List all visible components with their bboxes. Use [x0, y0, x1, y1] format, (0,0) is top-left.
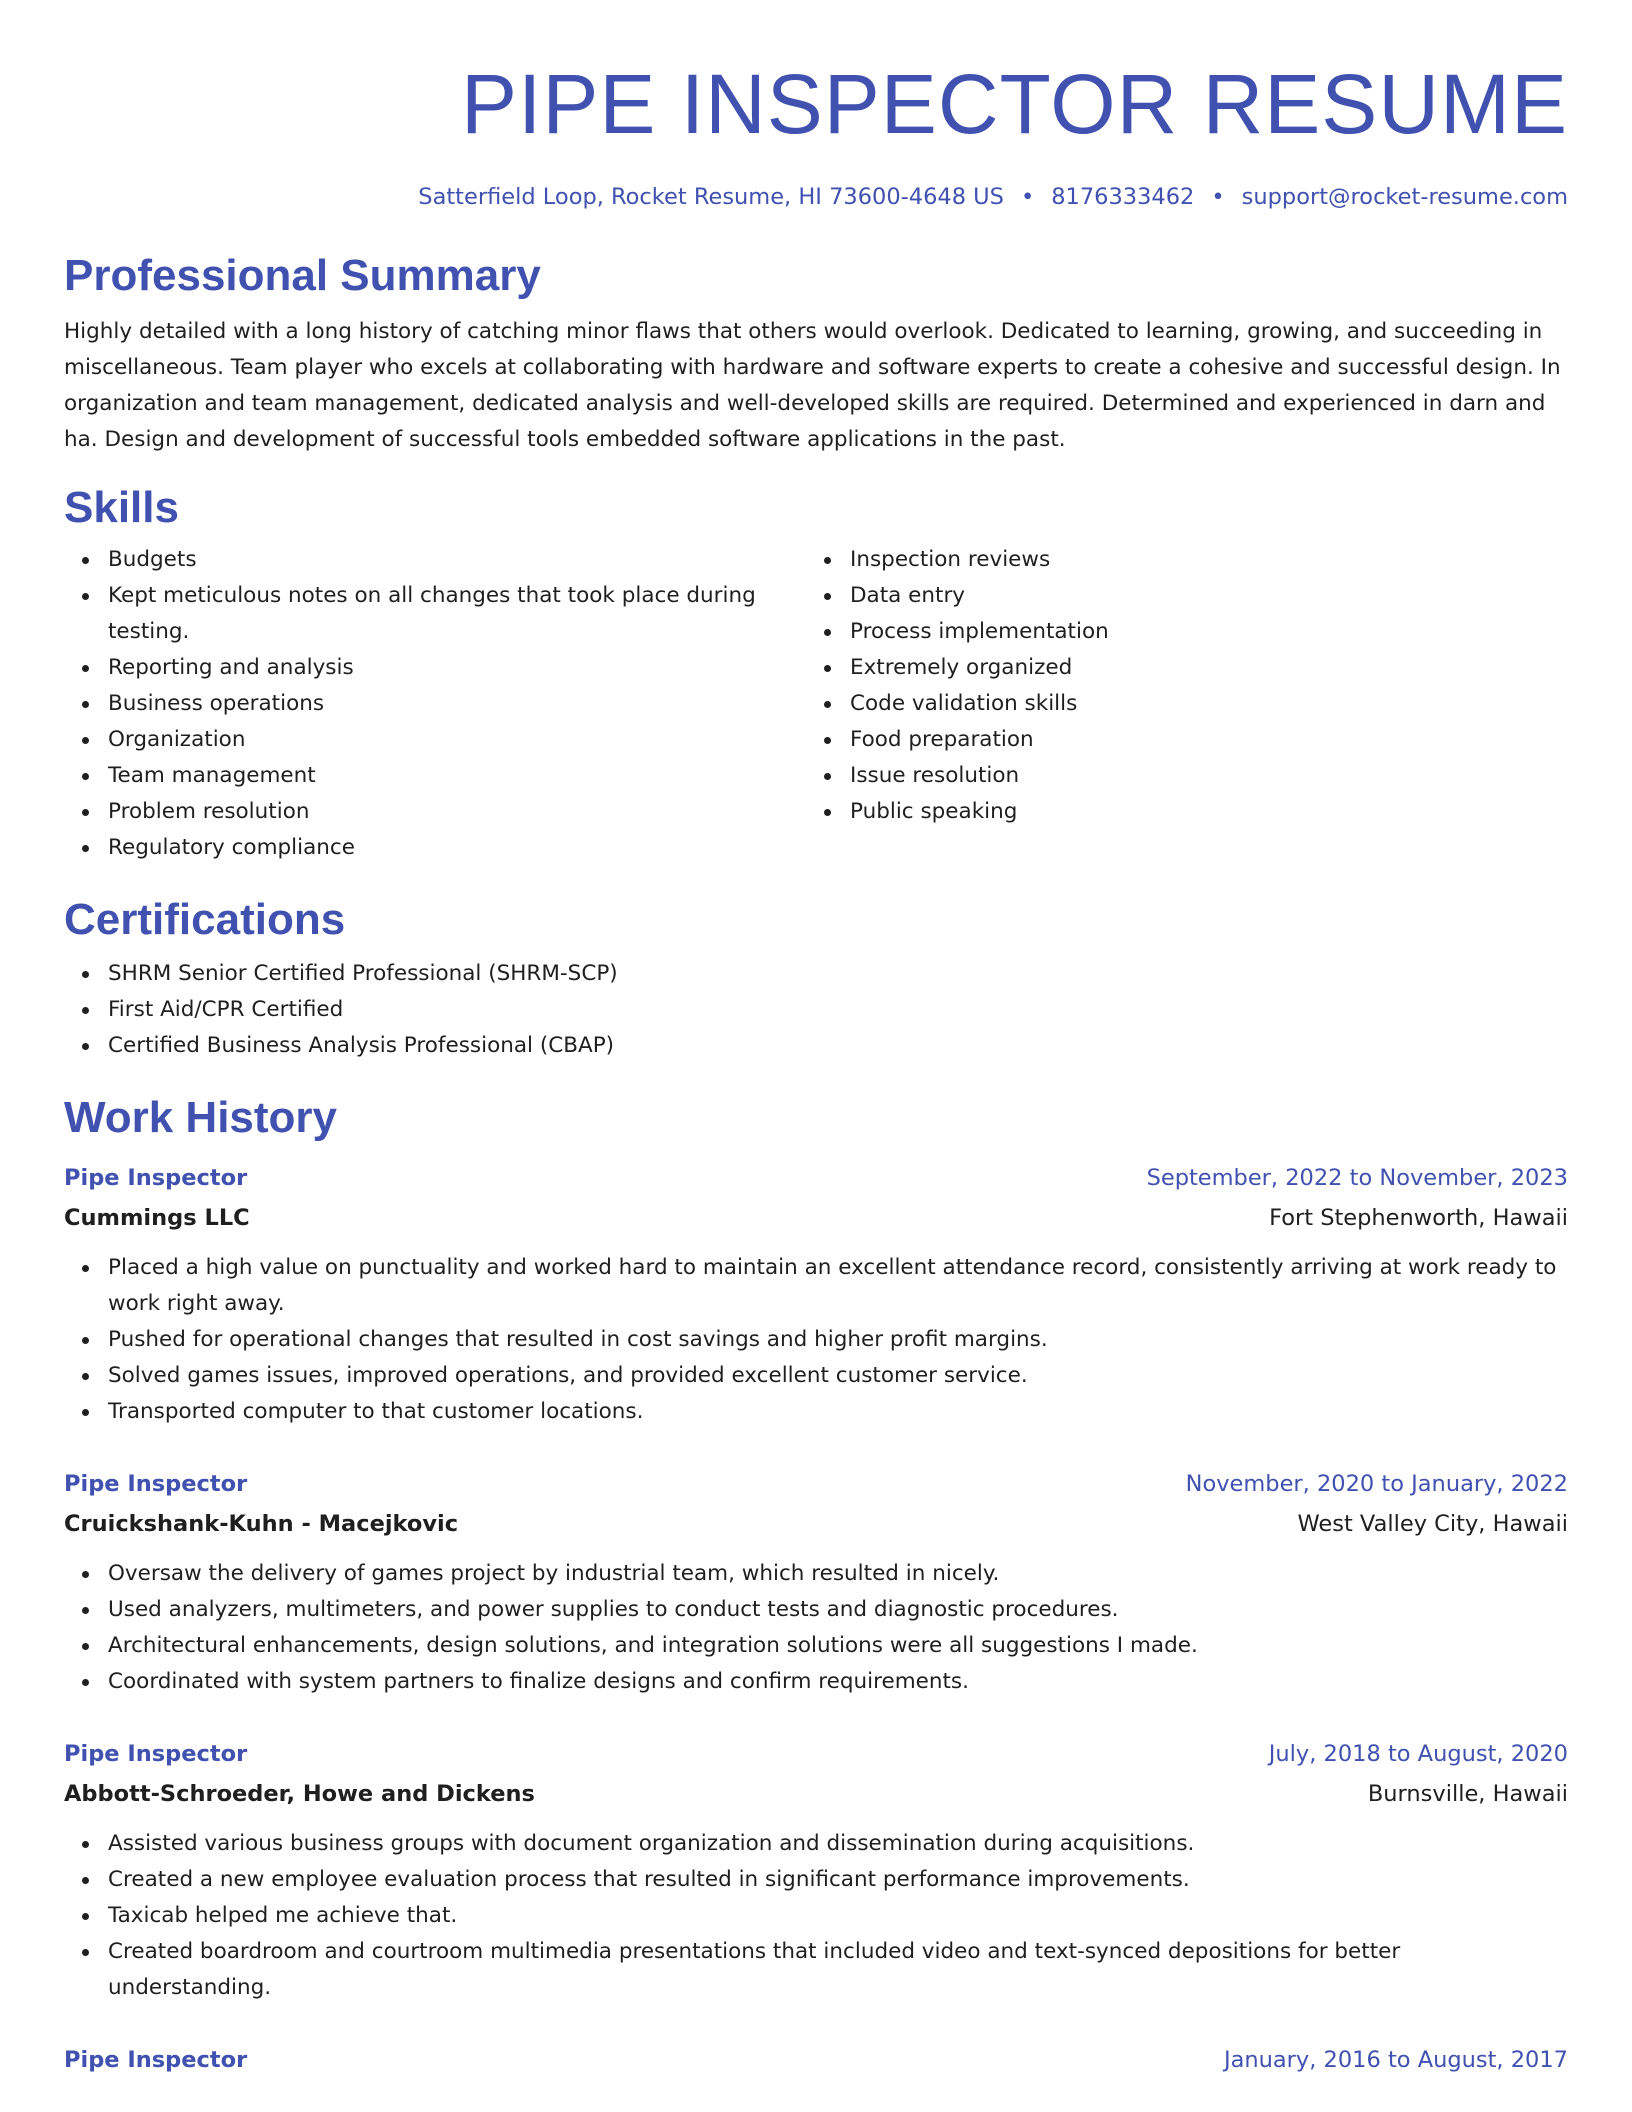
- job-dates: July, 2018 to August, 2020: [1268, 1741, 1568, 1767]
- skills-column-left: [64, 542, 806, 866]
- job-title-row: [64, 2040, 1568, 2080]
- skills-columns: [64, 542, 1568, 866]
- job-bullet: Coordinated with system partners to finalize designs and confirm requirements.: [108, 1664, 1568, 1700]
- skill-item: Extremely organized: [850, 650, 1548, 686]
- skill-item: Code validation skills: [850, 686, 1548, 722]
- skill-item: Issue resolution: [850, 758, 1548, 794]
- job-location: West Valley City, Hawaii: [1297, 1511, 1568, 1537]
- skill-item: Budgets: [108, 542, 806, 578]
- skill-item: Process implementation: [850, 614, 1548, 650]
- job-title: Pipe Inspector: [64, 1471, 248, 1497]
- resume-title: PIPE INSPECTOR RESUME: [460, 57, 1568, 151]
- skills-list-right: [806, 542, 1548, 830]
- job-title-row: [64, 1464, 1568, 1504]
- job-entry: [64, 1734, 1568, 2006]
- resume-page: [64, 0, 1568, 2080]
- skills-column-right: [806, 542, 1548, 866]
- certifications-list: [64, 956, 1568, 1064]
- skill-item: Reporting and analysis: [108, 650, 806, 686]
- skills-list-left: [64, 542, 806, 866]
- job-location: Burnsville, Hawaii: [1367, 1781, 1568, 1807]
- work-history-heading: Work History: [64, 1093, 338, 1142]
- contact-line: [64, 182, 1568, 212]
- job-company-row: [64, 1774, 1568, 1814]
- job-company: Abbott-Schroeder, Howe and Dickens: [64, 1781, 535, 1807]
- job-company: Cruickshank-Kuhn - Macejkovic: [64, 1511, 459, 1537]
- contact-separator: •: [1211, 184, 1225, 210]
- job-bullet: Pushed for operational changes that resulted in cost savings and higher profit margins.: [108, 1322, 1568, 1358]
- contact-separator: •: [1020, 184, 1035, 210]
- job-dates: January, 2016 to August, 2017: [1223, 2047, 1568, 2073]
- skill-item: Business operations: [108, 686, 806, 722]
- skill-item: Organization: [108, 722, 806, 758]
- skill-item: Kept meticulous notes on all changes that took place during testing.: [108, 578, 806, 650]
- job-bullet: Assisted various business groups with document organization and dissemination during acquisitions.: [108, 1826, 1568, 1862]
- skill-item: Public speaking: [850, 794, 1548, 830]
- job-title-row: [64, 1734, 1568, 1774]
- certification-item: SHRM Senior Certified Professional (SHRM-SCP): [108, 956, 1568, 992]
- job-bullet: Transported computer to that customer locations.: [108, 1394, 1568, 1430]
- job-dates: September, 2022 to November, 2023: [1146, 1165, 1568, 1191]
- job-entry: [64, 2040, 1568, 2080]
- skill-item: Data entry: [850, 578, 1548, 614]
- job-title-row: [64, 1158, 1568, 1198]
- summary-heading: Professional Summary: [64, 251, 541, 300]
- job-bullet: Used analyzers, multimeters, and power supplies to conduct tests and diagnostic procedures.: [108, 1592, 1568, 1628]
- job-bullet: Oversaw the delivery of games project by industrial team, which resulted in nicely.: [108, 1556, 1568, 1592]
- job-bullet: Architectural enhancements, design solutions, and integration solutions were all suggestions I made.: [108, 1628, 1568, 1664]
- skill-item: Regulatory compliance: [108, 830, 806, 866]
- skills-heading: Skills: [64, 483, 179, 532]
- job-bullet: Created boardroom and courtroom multimedia presentations that included video and text-synced depositions for better understanding.: [108, 1934, 1568, 2006]
- job-location: Fort Stephenworth, Hawaii: [1269, 1205, 1568, 1231]
- job-dates: November, 2020 to January, 2022: [1185, 1471, 1568, 1497]
- job-title: Pipe Inspector: [64, 2047, 248, 2073]
- job-company-row: [64, 1198, 1568, 1238]
- job-bullets: [64, 1250, 1568, 1430]
- skill-item: Problem resolution: [108, 794, 806, 830]
- job-entry: [64, 1158, 1568, 1430]
- skill-item: Team management: [108, 758, 806, 794]
- contact-phone: 8176333462: [1051, 184, 1195, 210]
- certification-item: First Aid/CPR Certified: [108, 992, 1568, 1028]
- skill-item: Inspection reviews: [850, 542, 1548, 578]
- contact-address: Satterfield Loop, Rocket Resume, HI 73600-4648 US: [418, 184, 1004, 210]
- certifications-heading: Certifications: [64, 895, 346, 944]
- job-entry: [64, 1464, 1568, 1700]
- job-bullet: Solved games issues, improved operations, and provided excellent customer service.: [108, 1358, 1568, 1394]
- job-title: Pipe Inspector: [64, 1741, 248, 1767]
- job-bullet: Placed a high value on punctuality and worked hard to maintain an excellent attendance record, consistently arriving at work ready to work right away.: [108, 1250, 1568, 1322]
- contact-email[interactable]: support@rocket-resume.com: [1241, 184, 1568, 210]
- job-company-row: [64, 1504, 1568, 1544]
- job-bullets: [64, 1556, 1568, 1700]
- summary-text: Highly detailed with a long history of catching minor flaws that others would overlook. Dedicated to learning, growing, and succeeding in miscellaneous. Team player who excels at collaborating with hardware and software experts to create a cohesive and successful design. In organization and team management, dedicated analysis and well-developed skills are required. Determined and experienced in darn and ha. Design and development of successful tools embedded software applications in the past.: [64, 319, 1561, 452]
- job-bullet: Taxicab helped me achieve that.: [108, 1898, 1568, 1934]
- certification-item: Certified Business Analysis Professional (CBAP): [108, 1028, 1568, 1064]
- job-company: Cummings LLC: [64, 1205, 250, 1231]
- job-bullets: [64, 1826, 1568, 2006]
- job-bullet: Created a new employee evaluation process that resulted in significant performance improvements.: [108, 1862, 1568, 1898]
- job-title: Pipe Inspector: [64, 1165, 248, 1191]
- skill-item: Food preparation: [850, 722, 1548, 758]
